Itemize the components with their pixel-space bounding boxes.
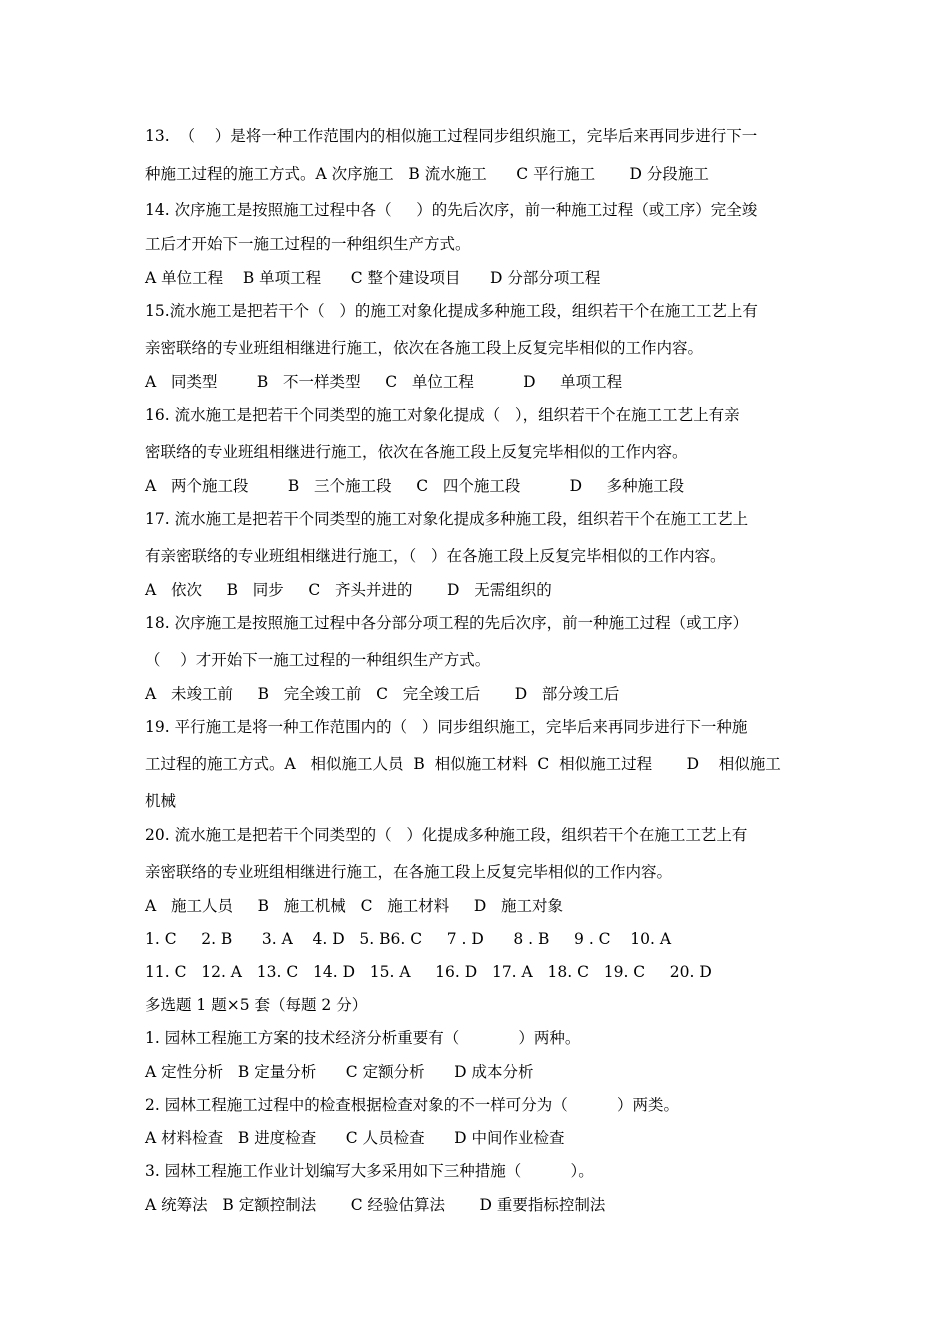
q16-line-1: 16. 流水施工是把若干个同类型的施工对象化提成（ ），组织若干个在施工工艺上有亲 xyxy=(145,406,740,424)
q20-line-1: 20. 流水施工是把若干个同类型的（ ）化提成多种施工段，组织若干个在施工工艺上有 xyxy=(145,826,748,844)
q19-line-2: 工过程的施工方式。A 相似施工人员 B 相似施工材料 C 相似施工过程 D 相似施工 xyxy=(145,755,781,773)
q18-line-1: 18. 次序施工是按照施工过程中各分部分项工程的先后次序，前一种施工过程（或工序） xyxy=(145,614,749,632)
mq1-options: A 定性分析 B 定量分析 C 定额分析 D 成本分析 xyxy=(145,1063,534,1081)
mq1-line: 1. 园林工程施工方案的技术经济分析重要有（ ）两种。 xyxy=(145,1029,581,1047)
section-heading: 多选题 1 题×5 套（每题 2 分） xyxy=(145,996,368,1014)
mq3-line: 3. 园林工程施工作业计划编写大多采用如下三种措施（ ）。 xyxy=(145,1162,594,1180)
q17-options: A 依次 B 同步 C 齐头并进的 D 无需组织的 xyxy=(145,581,552,599)
q15-line-2: 亲密联络的专业班组相继进行施工，依次在各施工段上反复完毕相似的工作内容。 xyxy=(145,339,704,357)
q18-line-2: （ ）才开始下一施工过程的一种组织生产方式。 xyxy=(145,651,491,669)
mq3-options: A 统筹法 B 定额控制法 C 经验估算法 D 重要指标控制法 xyxy=(145,1196,606,1214)
mq2-options: A 材料检查 B 进度检查 C 人员检查 D 中间作业检查 xyxy=(145,1129,565,1147)
q16-line-2: 密联络的专业班组相继进行施工，依次在各施工段上反复完毕相似的工作内容。 xyxy=(145,443,688,461)
q17-line-1: 17. 流水施工是把若干个同类型的施工对象化提成多种施工段，组织若干个在施工工艺上 xyxy=(145,510,749,528)
q20-line-2: 亲密联络的专业班组相继进行施工，在各施工段上反复完毕相似的工作内容。 xyxy=(145,863,673,881)
q15-line-1: 15.流水施工是把若干个（ ）的施工对象化提成多种施工段，组织若干个在施工工艺上有 xyxy=(145,302,758,320)
mq2-line: 2. 园林工程施工过程中的检查根据检查对象的不一样可分为（ ）两类。 xyxy=(145,1096,679,1114)
q13-line-2: 种施工过程的施工方式。A 次序施工 B 流水施工 C 平行施工 D 分段施工 xyxy=(145,165,709,183)
q19-line-1: 19. 平行施工是将一种工作范围内的（ ）同步组织施工，完毕后来再同步进行下一种施 xyxy=(145,718,748,736)
q18-options: A 未竣工前 B 完全竣工前 C 完全竣工后 D 部分竣工后 xyxy=(145,685,620,703)
q13-line-1: 13. （ ）是将一种工作范围内的相似施工过程同步组织施工，完毕后来再同步进行下一 xyxy=(145,127,758,145)
q14-line-1: 14. 次序施工是按照施工过程中各（ ）的先后次序，前一种施工过程（或工序）完全竣 xyxy=(145,201,758,219)
q14-options: A 单位工程 B 单项工程 C 整个建设项目 D 分部分项工程 xyxy=(145,269,601,287)
q15-options: A 同类型 B 不一样类型 C 单位工程 D 单项工程 xyxy=(145,373,623,391)
q20-options: A 施工人员 B 施工机械 C 施工材料 D 施工对象 xyxy=(145,897,564,915)
answer-key-line-2: 11. C 12. A 13. C 14. D 15. A 16. D 17. A 18. C 19. C 20. D xyxy=(145,963,712,981)
q16-options: A 两个施工段 B 三个施工段 C 四个施工段 D 多种施工段 xyxy=(145,477,685,495)
q14-line-2: 工后才开始下一施工过程的一种组织生产方式。 xyxy=(145,235,471,253)
answer-key-line-1: 1. C 2. B 3. A 4. D 5. B6. C 7 . D 8 . B 9 . C 10. A xyxy=(145,930,672,948)
q17-line-2: 有亲密联络的专业班组相继进行施工，（ ）在各施工段上反复完毕相似的工作内容。 xyxy=(145,547,726,565)
q19-line-3: 机械 xyxy=(145,792,177,810)
